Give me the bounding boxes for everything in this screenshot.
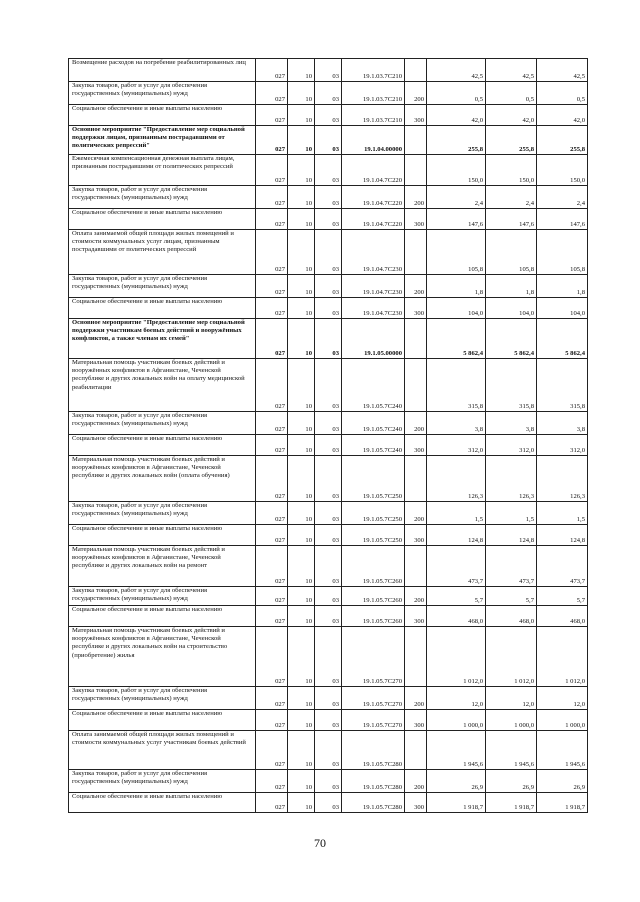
subsection-code: 03 — [315, 319, 342, 359]
row-name: Основное мероприятие "Предоставление мер социальной поддержки лицам, признанным пострадавшими от политических репрессий" — [69, 126, 256, 155]
amount-year-1: 126,3 — [427, 456, 486, 502]
amount-year-1: 1 012,0 — [427, 627, 486, 687]
target-article-code: 19.1.03.7C210 — [342, 105, 405, 126]
amount-year-2: 2,4 — [486, 186, 537, 209]
table-row — [69, 546, 588, 587]
subsection-code: 03 — [315, 126, 342, 155]
target-article-code: 19.1.04.7C220 — [342, 155, 405, 186]
subsection-code: 03 — [315, 412, 342, 435]
subsection-code: 03 — [315, 59, 342, 82]
section-code: 10 — [288, 710, 315, 731]
table-row — [69, 456, 588, 502]
subsection-code: 03 — [315, 435, 342, 456]
amount-year-3: 42,0 — [537, 105, 588, 126]
amount-year-3: 105,8 — [537, 230, 588, 275]
ved-code: 027 — [256, 546, 288, 587]
ved-code: 027 — [256, 298, 288, 319]
amount-year-1: 2,4 — [427, 186, 486, 209]
amount-year-1: 1,8 — [427, 275, 486, 298]
amount-year-3: 104,0 — [537, 298, 588, 319]
row-name: Социальное обеспечение и иные выплаты населению — [69, 105, 256, 126]
section-code: 10 — [288, 606, 315, 627]
row-name: Социальное обеспечение и иные выплаты населению — [69, 435, 256, 456]
subsection-code: 03 — [315, 186, 342, 209]
section-code: 10 — [288, 298, 315, 319]
section-code: 10 — [288, 525, 315, 546]
target-article-code: 19.1.04.7C220 — [342, 186, 405, 209]
ved-code: 027 — [256, 275, 288, 298]
target-article-code: 19.1.05.7C280 — [342, 770, 405, 793]
target-article-code: 19.1.05.7C250 — [342, 502, 405, 525]
amount-year-2: 3,8 — [486, 412, 537, 435]
expense-type-code: 200 — [405, 687, 427, 710]
amount-year-3: 1 918,7 — [537, 793, 588, 813]
amount-year-2: 147,6 — [486, 209, 537, 230]
expense-type-code: 300 — [405, 606, 427, 627]
section-code: 10 — [288, 502, 315, 525]
row-name: Социальное обеспечение и иные выплаты населению — [69, 793, 256, 813]
subsection-code: 03 — [315, 731, 342, 770]
subsection-code: 03 — [315, 546, 342, 587]
expense-type-code — [405, 155, 427, 186]
expense-type-code: 200 — [405, 412, 427, 435]
subsection-code: 03 — [315, 502, 342, 525]
expense-type-code: 300 — [405, 105, 427, 126]
expense-type-code — [405, 456, 427, 502]
expense-type-code: 300 — [405, 209, 427, 230]
table-row — [69, 793, 588, 813]
amount-year-2: 105,8 — [486, 230, 537, 275]
amount-year-2: 124,8 — [486, 525, 537, 546]
expense-type-code: 200 — [405, 587, 427, 606]
table-row — [69, 435, 588, 456]
subsection-code: 03 — [315, 230, 342, 275]
amount-year-2: 1,5 — [486, 502, 537, 525]
amount-year-3: 468,0 — [537, 606, 588, 627]
amount-year-2: 42,5 — [486, 59, 537, 82]
amount-year-1: 147,6 — [427, 209, 486, 230]
subsection-code: 03 — [315, 793, 342, 813]
amount-year-3: 12,0 — [537, 687, 588, 710]
subsection-code: 03 — [315, 627, 342, 687]
amount-year-3: 0,5 — [537, 82, 588, 105]
amount-year-2: 26,9 — [486, 770, 537, 793]
row-name: Материальная помощь участникам боевых действий и вооружённых конфликтов в Афганистане, Чеченской республике и других локальных войн на строительство (приобретение) жилья — [69, 627, 256, 687]
ved-code: 027 — [256, 606, 288, 627]
table-row — [69, 502, 588, 525]
row-name: Закупка товаров, работ и услуг для обеспечения государственных (муниципальных) нужд — [69, 186, 256, 209]
row-name: Закупка товаров, работ и услуг для обеспечения государственных (муниципальных) нужд — [69, 687, 256, 710]
amount-year-3: 1 012,0 — [537, 627, 588, 687]
row-name: Ежемесячная компенсационная денежная выплата лицам, признанным пострадавшими от политических репрессий — [69, 155, 256, 186]
row-name: Закупка товаров, работ и услуг для обеспечения государственных (муниципальных) нужд — [69, 82, 256, 105]
section-code: 10 — [288, 59, 315, 82]
table-row — [69, 606, 588, 627]
target-article-code: 19.1.05.00000 — [342, 319, 405, 359]
table-row — [69, 230, 588, 275]
amount-year-3: 255,8 — [537, 126, 588, 155]
row-name: Социальное обеспечение и иные выплаты населению — [69, 209, 256, 230]
table-row — [69, 298, 588, 319]
section-code: 10 — [288, 82, 315, 105]
amount-year-2: 1 000,0 — [486, 710, 537, 731]
amount-year-2: 468,0 — [486, 606, 537, 627]
amount-year-2: 126,3 — [486, 456, 537, 502]
subsection-code: 03 — [315, 525, 342, 546]
row-name: Материальная помощь участникам боевых действий и вооружённых конфликтов в Афганистане, Чеченской республике и других локальных войн на ремонт — [69, 546, 256, 587]
expense-type-code — [405, 230, 427, 275]
expense-type-code: 200 — [405, 502, 427, 525]
table-body — [69, 59, 588, 813]
row-name: Закупка товаров, работ и услуг для обеспечения государственных (муниципальных) нужд — [69, 770, 256, 793]
ved-code: 027 — [256, 587, 288, 606]
table-row — [69, 275, 588, 298]
amount-year-2: 12,0 — [486, 687, 537, 710]
table-row — [69, 155, 588, 186]
section-code: 10 — [288, 546, 315, 587]
amount-year-2: 1 918,7 — [486, 793, 537, 813]
row-name: Социальное обеспечение и иные выплаты населению — [69, 606, 256, 627]
table-row — [69, 587, 588, 606]
section-code: 10 — [288, 105, 315, 126]
row-name: Социальное обеспечение и иные выплаты населению — [69, 710, 256, 731]
amount-year-2: 255,8 — [486, 126, 537, 155]
target-article-code: 19.1.04.7C220 — [342, 209, 405, 230]
row-name: Закупка товаров, работ и услуг для обеспечения государственных (муниципальных) нужд — [69, 587, 256, 606]
section-code: 10 — [288, 359, 315, 412]
target-article-code: 19.1.05.7C250 — [342, 525, 405, 546]
amount-year-1: 1 918,7 — [427, 793, 486, 813]
section-code: 10 — [288, 731, 315, 770]
table-row — [69, 126, 588, 155]
subsection-code: 03 — [315, 82, 342, 105]
ved-code: 027 — [256, 710, 288, 731]
ved-code: 027 — [256, 456, 288, 502]
target-article-code: 19.1.05.7C270 — [342, 710, 405, 731]
table-row — [69, 186, 588, 209]
table-row — [69, 687, 588, 710]
subsection-code: 03 — [315, 456, 342, 502]
expense-type-code: 200 — [405, 82, 427, 105]
amount-year-3: 1,8 — [537, 275, 588, 298]
amount-year-3: 42,5 — [537, 59, 588, 82]
amount-year-3: 1 000,0 — [537, 710, 588, 731]
section-code: 10 — [288, 209, 315, 230]
amount-year-2: 1 012,0 — [486, 627, 537, 687]
expense-type-code — [405, 546, 427, 587]
section-code: 10 — [288, 435, 315, 456]
page-number: 70 — [314, 836, 326, 850]
section-code: 10 — [288, 275, 315, 298]
row-name: Оплата занимаемой общей площади жилых помещений и стоимости коммунальных услуг участникам боевых действий — [69, 731, 256, 770]
ved-code: 027 — [256, 209, 288, 230]
amount-year-2: 1 945,6 — [486, 731, 537, 770]
target-article-code: 19.1.05.7C280 — [342, 731, 405, 770]
amount-year-3: 1,5 — [537, 502, 588, 525]
subsection-code: 03 — [315, 275, 342, 298]
expense-type-code: 300 — [405, 525, 427, 546]
ved-code: 027 — [256, 359, 288, 412]
target-article-code: 19.1.05.7C280 — [342, 793, 405, 813]
ved-code: 027 — [256, 105, 288, 126]
table-row — [69, 209, 588, 230]
subsection-code: 03 — [315, 105, 342, 126]
ved-code: 027 — [256, 59, 288, 82]
table-row — [69, 59, 588, 82]
target-article-code: 19.1.05.7C240 — [342, 359, 405, 412]
amount-year-3: 124,8 — [537, 525, 588, 546]
expense-type-code: 200 — [405, 275, 427, 298]
subsection-code: 03 — [315, 770, 342, 793]
target-article-code: 19.1.04.7C230 — [342, 230, 405, 275]
subsection-code: 03 — [315, 298, 342, 319]
ved-code: 027 — [256, 186, 288, 209]
section-code: 10 — [288, 230, 315, 275]
ved-code: 027 — [256, 412, 288, 435]
target-article-code: 19.1.05.7C270 — [342, 627, 405, 687]
expense-type-code — [405, 319, 427, 359]
amount-year-1: 105,8 — [427, 230, 486, 275]
amount-year-2: 1,8 — [486, 275, 537, 298]
table-row — [69, 105, 588, 126]
amount-year-1: 3,8 — [427, 412, 486, 435]
ved-code: 027 — [256, 155, 288, 186]
expense-type-code — [405, 359, 427, 412]
section-code: 10 — [288, 126, 315, 155]
ved-code: 027 — [256, 731, 288, 770]
ved-code: 027 — [256, 687, 288, 710]
amount-year-3: 5 862,4 — [537, 319, 588, 359]
ved-code: 027 — [256, 793, 288, 813]
amount-year-2: 42,0 — [486, 105, 537, 126]
amount-year-1: 42,0 — [427, 105, 486, 126]
expense-type-code — [405, 731, 427, 770]
expense-type-code: 300 — [405, 793, 427, 813]
amount-year-3: 5,7 — [537, 587, 588, 606]
amount-year-1: 1 945,6 — [427, 731, 486, 770]
target-article-code: 19.1.05.7C240 — [342, 435, 405, 456]
section-code: 10 — [288, 186, 315, 209]
amount-year-1: 124,8 — [427, 525, 486, 546]
amount-year-1: 473,7 — [427, 546, 486, 587]
amount-year-1: 150,0 — [427, 155, 486, 186]
amount-year-3: 26,9 — [537, 770, 588, 793]
ved-code: 027 — [256, 435, 288, 456]
subsection-code: 03 — [315, 606, 342, 627]
target-article-code: 19.1.04.7C230 — [342, 275, 405, 298]
budget-table — [68, 58, 588, 813]
section-code: 10 — [288, 155, 315, 186]
table-row — [69, 731, 588, 770]
amount-year-3: 312,0 — [537, 435, 588, 456]
amount-year-1: 312,0 — [427, 435, 486, 456]
row-name: Основное мероприятие "Предоставление мер социальной поддержки участникам боевых действий и вооружённых конфликтов, а также членам их семей" — [69, 319, 256, 359]
amount-year-1: 26,9 — [427, 770, 486, 793]
expense-type-code — [405, 627, 427, 687]
row-name: Материальная помощь участникам боевых действий и вооружённых конфликтов в Афганистане, Чеченской республике и других локальных войн (оплата обучения) — [69, 456, 256, 502]
section-code: 10 — [288, 412, 315, 435]
amount-year-1: 468,0 — [427, 606, 486, 627]
ved-code: 027 — [256, 770, 288, 793]
row-name: Социальное обеспечение и иные выплаты населению — [69, 298, 256, 319]
amount-year-3: 473,7 — [537, 546, 588, 587]
amount-year-3: 315,8 — [537, 359, 588, 412]
table-row — [69, 627, 588, 687]
subsection-code: 03 — [315, 710, 342, 731]
target-article-code: 19.1.05.7C260 — [342, 587, 405, 606]
row-name: Материальная помощь участникам боевых действий и вооружённых конфликтов в Афганистане, Чеченской республике и других локальных войн на оплату медицинской реабилитации — [69, 359, 256, 412]
expense-type-code: 300 — [405, 298, 427, 319]
amount-year-1: 5,7 — [427, 587, 486, 606]
target-article-code: 19.1.03.7C210 — [342, 82, 405, 105]
target-article-code: 19.1.05.7C250 — [342, 456, 405, 502]
row-name: Возмещение расходов на погребение реабилитированных лиц — [69, 59, 256, 82]
amount-year-1: 42,5 — [427, 59, 486, 82]
amount-year-1: 315,8 — [427, 359, 486, 412]
section-code: 10 — [288, 627, 315, 687]
expense-type-code: 300 — [405, 435, 427, 456]
target-article-code: 19.1.05.7C260 — [342, 546, 405, 587]
target-article-code: 19.1.04.00000 — [342, 126, 405, 155]
ved-code: 027 — [256, 126, 288, 155]
expense-type-code — [405, 126, 427, 155]
row-name: Закупка товаров, работ и услуг для обеспечения государственных (муниципальных) нужд — [69, 502, 256, 525]
amount-year-1: 5 862,4 — [427, 319, 486, 359]
table-row — [69, 710, 588, 731]
amount-year-3: 3,8 — [537, 412, 588, 435]
expense-type-code — [405, 59, 427, 82]
section-code: 10 — [288, 587, 315, 606]
subsection-code: 03 — [315, 359, 342, 412]
subsection-code: 03 — [315, 687, 342, 710]
amount-year-1: 255,8 — [427, 126, 486, 155]
section-code: 10 — [288, 687, 315, 710]
target-article-code: 19.1.05.7C270 — [342, 687, 405, 710]
ved-code: 027 — [256, 319, 288, 359]
table-row — [69, 525, 588, 546]
amount-year-1: 1,5 — [427, 502, 486, 525]
row-name: Оплата занимаемой общей площади жилых помещений и стоимости коммунальных услуг лицам, признанным пострадавшими от политических репрессий — [69, 230, 256, 275]
table-row — [69, 319, 588, 359]
section-code: 10 — [288, 319, 315, 359]
target-article-code: 19.1.05.7C260 — [342, 606, 405, 627]
row-name: Закупка товаров, работ и услуг для обеспечения государственных (муниципальных) нужд — [69, 412, 256, 435]
amount-year-1: 104,0 — [427, 298, 486, 319]
table-row — [69, 82, 588, 105]
amount-year-3: 2,4 — [537, 186, 588, 209]
row-name: Закупка товаров, работ и услуг для обеспечения государственных (муниципальных) нужд — [69, 275, 256, 298]
amount-year-1: 0,5 — [427, 82, 486, 105]
table-row — [69, 770, 588, 793]
target-article-code: 19.1.03.7C210 — [342, 59, 405, 82]
ved-code: 027 — [256, 502, 288, 525]
section-code: 10 — [288, 793, 315, 813]
amount-year-3: 150,0 — [537, 155, 588, 186]
amount-year-3: 1 945,6 — [537, 731, 588, 770]
amount-year-2: 312,0 — [486, 435, 537, 456]
ved-code: 027 — [256, 82, 288, 105]
amount-year-1: 1 000,0 — [427, 710, 486, 731]
target-article-code: 19.1.04.7C230 — [342, 298, 405, 319]
expense-type-code: 200 — [405, 770, 427, 793]
table-row — [69, 359, 588, 412]
section-code: 10 — [288, 770, 315, 793]
target-article-code: 19.1.05.7C240 — [342, 412, 405, 435]
amount-year-2: 150,0 — [486, 155, 537, 186]
expense-type-code: 200 — [405, 186, 427, 209]
amount-year-1: 12,0 — [427, 687, 486, 710]
amount-year-3: 126,3 — [537, 456, 588, 502]
amount-year-3: 147,6 — [537, 209, 588, 230]
amount-year-2: 315,8 — [486, 359, 537, 412]
amount-year-2: 5 862,4 — [486, 319, 537, 359]
amount-year-2: 0,5 — [486, 82, 537, 105]
table-row — [69, 412, 588, 435]
amount-year-2: 5,7 — [486, 587, 537, 606]
subsection-code: 03 — [315, 155, 342, 186]
ved-code: 027 — [256, 525, 288, 546]
subsection-code: 03 — [315, 209, 342, 230]
section-code: 10 — [288, 456, 315, 502]
expense-type-code: 300 — [405, 710, 427, 731]
row-name: Социальное обеспечение и иные выплаты населению — [69, 525, 256, 546]
subsection-code: 03 — [315, 587, 342, 606]
ved-code: 027 — [256, 230, 288, 275]
amount-year-2: 473,7 — [486, 546, 537, 587]
amount-year-2: 104,0 — [486, 298, 537, 319]
ved-code: 027 — [256, 627, 288, 687]
